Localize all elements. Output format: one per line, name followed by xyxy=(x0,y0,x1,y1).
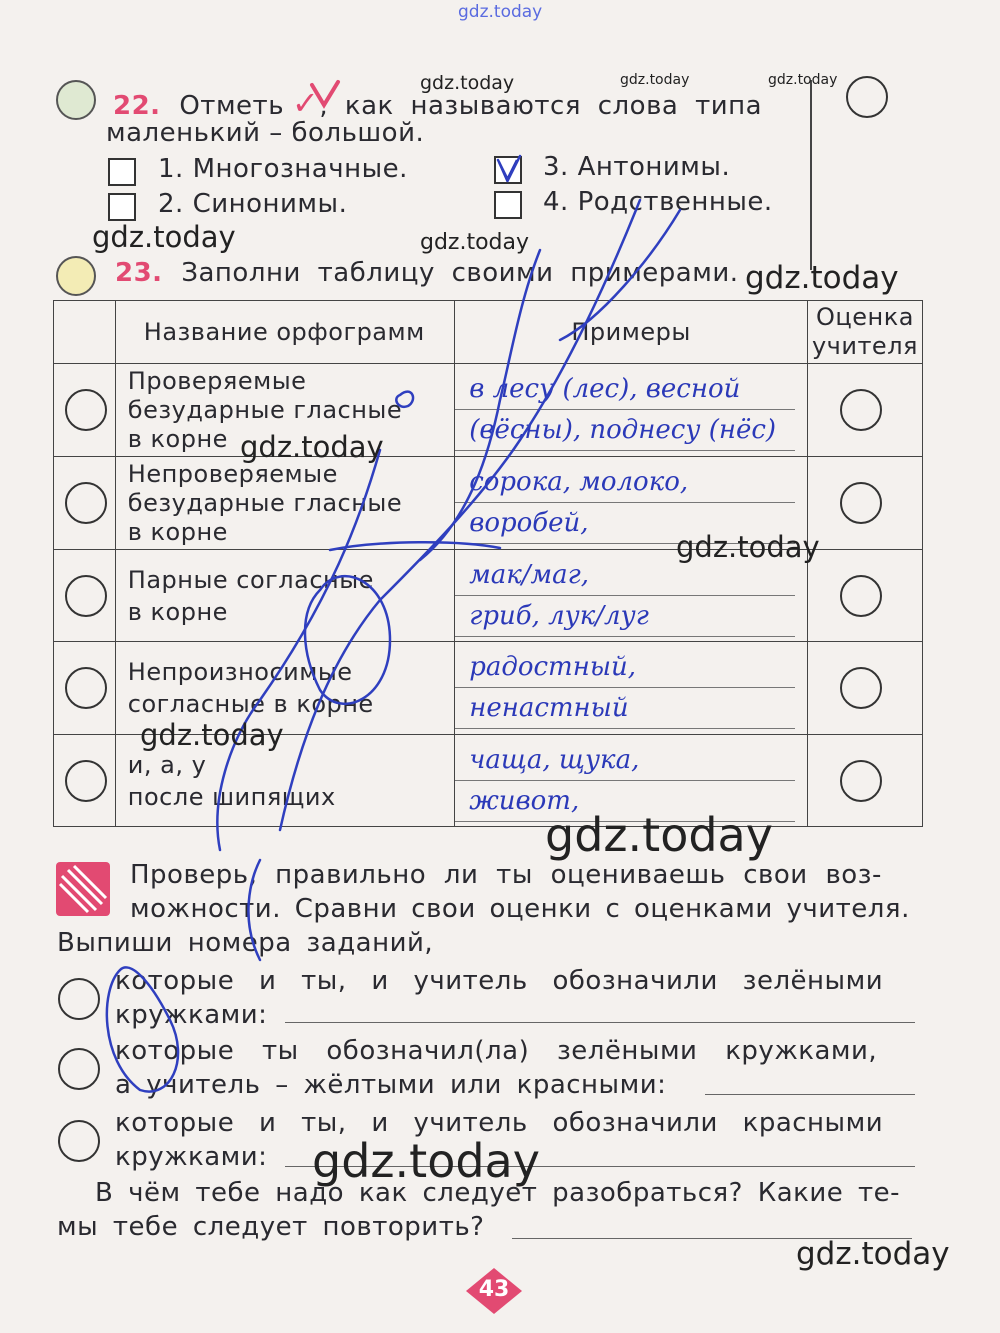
teacher-column-divider xyxy=(810,80,812,270)
row-examples-cell xyxy=(455,364,808,457)
question-line1: В чём тебе надо как следует разобраться? Какие те- xyxy=(95,1178,901,1208)
task23-prompt: Заполни таблицу своими примерами. xyxy=(181,258,739,288)
table-row xyxy=(54,364,923,457)
row-self-grade-cell xyxy=(54,364,116,457)
row-grade-cell xyxy=(807,642,922,735)
item1-circle[interactable] xyxy=(58,978,100,1020)
row-grade-cell xyxy=(807,364,922,457)
row-name-line: и, а, у xyxy=(127,750,207,779)
handwritten-example: радостный, xyxy=(455,647,795,688)
item2-line2: а учитель – жёлтыми или красными: xyxy=(115,1070,667,1100)
handwritten-example: чаща, щука, xyxy=(455,740,795,781)
item3-line2: кружками: xyxy=(115,1142,268,1172)
option-label-1: 1. Многозначные. xyxy=(158,154,408,184)
handwritten-example: в лесу (лес), весной xyxy=(455,369,795,410)
row-grade-cell xyxy=(807,550,922,642)
item1-line1: которые и ты, и учитель обозначили зелёными xyxy=(115,966,884,996)
self-grade-circle-23[interactable] xyxy=(56,256,96,296)
check-icon: ✓ xyxy=(292,84,320,122)
watermark: gdz.today xyxy=(676,530,820,564)
option-checkbox-4[interactable] xyxy=(494,191,522,219)
row-grade-cell xyxy=(807,735,922,827)
task22-prompt-line2: маленький – большой. xyxy=(106,118,425,148)
item1-answer-line[interactable] xyxy=(285,1022,915,1023)
self-grade-circle[interactable] xyxy=(65,389,107,431)
handwritten-example: (вёсны), поднесу (нёс) xyxy=(455,410,795,451)
teacher-grade-circle[interactable] xyxy=(840,760,882,802)
watermark: gdz.today xyxy=(545,808,773,862)
teacher-grade-circle[interactable] xyxy=(840,389,882,431)
row-self-grade-cell xyxy=(54,550,116,642)
self-check-line2: можности. Сравни свои оценки с оценками учителя. xyxy=(130,894,910,924)
row-name-line: безударные гласные xyxy=(127,395,403,424)
watermark: gdz.today xyxy=(92,220,236,254)
task23-prompt-line xyxy=(115,258,739,288)
item1-line2: кружками: xyxy=(115,1000,268,1030)
row-name-line: безударные гласные xyxy=(127,488,403,517)
header-examples: Примеры xyxy=(455,301,808,364)
self-check-line3: Выпиши номера заданий, xyxy=(57,928,434,958)
header-name: Название орфограмм xyxy=(115,301,454,364)
handwritten-example: воробей, xyxy=(455,503,795,544)
task23-number: 23. xyxy=(115,258,163,288)
handwritten-example: живот, xyxy=(455,781,795,822)
pencil-icon xyxy=(56,862,110,916)
watermark: gdz.today xyxy=(796,1236,950,1272)
watermark-top: gdz.today xyxy=(458,2,543,22)
item3-line1: которые и ты, и учитель обозначили красными xyxy=(115,1108,884,1138)
self-grade-circle[interactable] xyxy=(65,667,107,709)
header-blank xyxy=(54,301,116,364)
row-name-line: согласные в корне xyxy=(127,690,374,718)
option-checkbox-1[interactable] xyxy=(108,158,136,186)
handwritten-example: гриб, лук/луг xyxy=(455,596,795,637)
self-grade-circle[interactable] xyxy=(65,575,107,617)
watermark: gdz.today xyxy=(312,1134,540,1188)
watermark: gdz.today xyxy=(620,72,690,88)
task22-number: 22. xyxy=(113,91,161,121)
item2-answer-line[interactable] xyxy=(705,1094,915,1095)
row-self-grade-cell xyxy=(54,457,116,550)
row-name-line: в корне xyxy=(127,597,228,626)
watermark: gdz.today xyxy=(745,260,899,296)
row-name-cell xyxy=(115,457,454,550)
row-self-grade-cell xyxy=(54,735,116,827)
teacher-grade-circle-22[interactable] xyxy=(846,76,888,118)
task22-prompt-part2: , как называются слова типа xyxy=(319,91,763,121)
page-number: 43 xyxy=(478,1277,510,1302)
row-name-line: в корне xyxy=(127,424,228,453)
item3-circle[interactable] xyxy=(58,1120,100,1162)
handwritten-example: ненастный xyxy=(455,688,795,729)
option-checkbox-3[interactable] xyxy=(494,156,522,184)
self-grade-circle-22[interactable] xyxy=(56,80,96,120)
row-name-line: Проверяемые xyxy=(127,366,307,395)
option-label-2: 2. Синонимы. xyxy=(158,189,348,219)
row-name-line: Непроизносимые xyxy=(127,658,353,686)
item2-line1: которые ты обозначил(ла) зелёными кружками, xyxy=(115,1036,878,1066)
question-line2: мы тебе следует повторить? xyxy=(57,1212,485,1242)
header-grade: Оценка учителя xyxy=(807,301,922,364)
self-grade-circle[interactable] xyxy=(65,760,107,802)
row-examples-cell xyxy=(455,642,808,735)
watermark: gdz.today xyxy=(420,230,530,255)
row-name-cell xyxy=(115,550,454,642)
option-checkbox-2[interactable] xyxy=(108,193,136,221)
row-grade-cell xyxy=(807,457,922,550)
watermark: gdz.today xyxy=(768,72,838,88)
page-number-badge xyxy=(466,1268,522,1314)
row-name-line: в корне xyxy=(127,517,228,546)
row-name-line: после шипящих xyxy=(127,782,336,811)
item2-circle[interactable] xyxy=(58,1048,100,1090)
self-grade-circle[interactable] xyxy=(65,482,107,524)
handwritten-example: сорока, молоко, xyxy=(455,462,795,503)
option-label-4: 4. Родственные. xyxy=(543,187,773,217)
teacher-grade-circle[interactable] xyxy=(840,667,882,709)
option-label-3: 3. Антонимы. xyxy=(543,152,731,182)
watermark: gdz.today xyxy=(140,718,284,752)
row-name-line: Непроверяемые xyxy=(127,459,338,488)
task22-prompt-part1: Отметь xyxy=(179,91,285,121)
self-check-line1: Проверь, правильно ли ты оцениваешь свои воз- xyxy=(130,860,882,890)
row-self-grade-cell xyxy=(54,642,116,735)
watermark: gdz.today xyxy=(420,72,515,94)
teacher-grade-circle[interactable] xyxy=(840,482,882,524)
row-name-line: Парные согласные xyxy=(127,565,374,594)
watermark: gdz.today xyxy=(240,430,384,464)
handwritten-example: мак/маг, xyxy=(455,555,795,596)
teacher-grade-circle[interactable] xyxy=(840,575,882,617)
